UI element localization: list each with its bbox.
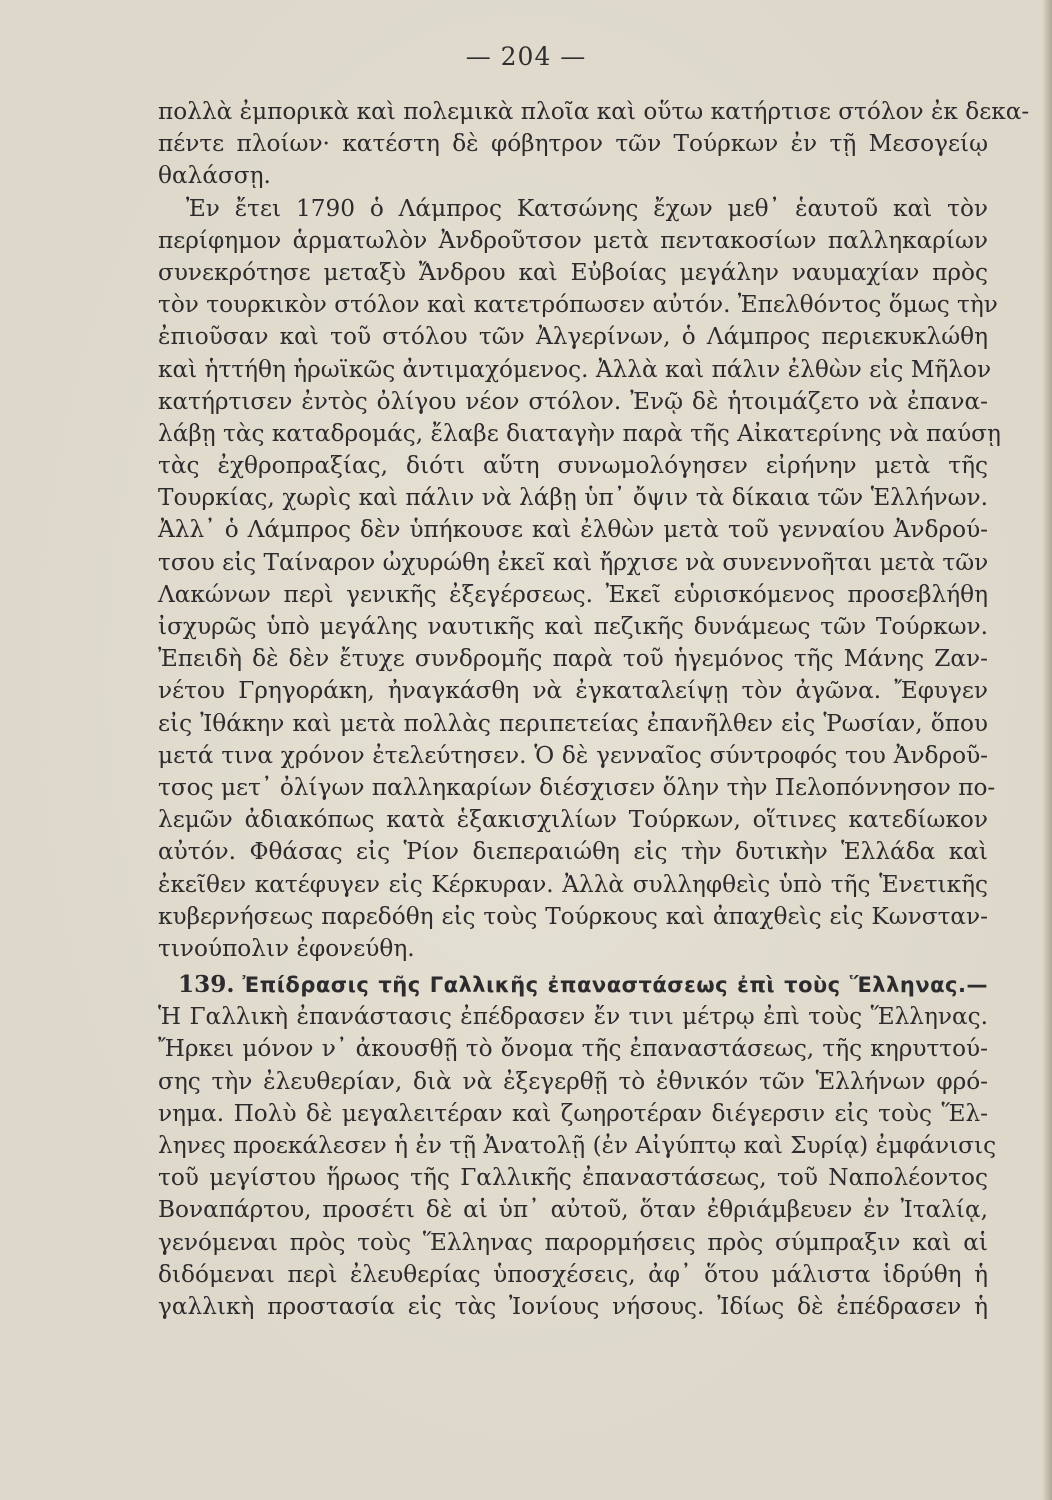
text-line: λάβῃ τὰς καταδρομάς, ἔλαβε διαταγὴν παρὰ τῆς Αἰκατερίνης νὰ παύσῃ bbox=[158, 419, 1001, 447]
text-line: ἐκεῖθεν κατέφυγεν εἰς Κέρκυραν. Ἀλλὰ συλληφθεὶς ὑπὸ τῆς Ἑνετικῆς bbox=[158, 870, 988, 898]
text-line: τὸν τουρκικὸν στόλον καὶ κατετρόπωσεν αὐτόν. Ἐπελθόντος ὅμως τὴν bbox=[158, 291, 998, 319]
page-edge-shadow bbox=[1042, 0, 1052, 1500]
text-line: κυβερνήσεως παρεδόθη εἰς τοὺς Τούρκους καὶ ἀπαχθεὶς εἰς Κωνσταν- bbox=[158, 902, 988, 930]
section-title: Ἐπίδρασις τῆς Γαλλικῆς ἐπαναστάσεως ἐπὶ τοὺς Ἕλληνας.— bbox=[242, 973, 988, 998]
text-line: νέτου Γρηγοράκη, ἠναγκάσθη νὰ ἐγκαταλείψῃ τὸν ἀγῶνα. Ἔφυγεν bbox=[158, 677, 988, 705]
text-line: περίφημον ἁρματωλὸν Ἀνδροῦτσον μετὰ πεντακοσίων παλληκαρίων bbox=[158, 226, 988, 254]
paragraph-continuation bbox=[158, 96, 1030, 193]
text-line: τσου εἰς Ταίναρον ὠχυρώθη ἐκεῖ καὶ ἤρχισε νὰ συνεννοῆται μετὰ τῶν bbox=[158, 548, 989, 576]
text-line: τσος μετ᾿ ὀλίγων παλληκαρίων διέσχισεν ὅλην τὴν Πελοπόννησον πο- bbox=[158, 773, 996, 801]
text-line: Ἤρκει μόνον ν᾿ ἀκουσθῇ τὸ ὄνομα τῆς ἐπαναστάσεως, τῆς κηρυττού- bbox=[158, 1035, 988, 1063]
text-line: γαλλικὴ προστασία εἰς τὰς Ἰονίους νήσους. Ἰδίως δὲ ἐπέδρασεν ἡ bbox=[158, 1292, 988, 1320]
text-line: μετά τινα χρόνον ἐτελεύτησεν. Ὁ δὲ γενναῖος σύντροφός του Ἀνδροῦ- bbox=[158, 741, 988, 769]
section-number: 139. bbox=[178, 971, 235, 999]
text-line: Βοναπάρτου, προσέτι δὲ αἱ ὑπ᾿ αὐτοῦ, ὅταν ἐθριάμβευεν ἐν Ἰταλίᾳ, bbox=[158, 1196, 988, 1224]
text-line: Λακώνων περὶ γενικῆς ἐξεγέρσεως. Ἐκεῖ εὑρισκόμενος προσεβλήθη bbox=[158, 580, 988, 608]
section-heading bbox=[158, 969, 988, 1001]
text-line: κατήρτισεν ἐντὸς ὀλίγου νέον στόλον. Ἐνῷ δὲ ἡτοιμάζετο νὰ ἐπανα- bbox=[158, 387, 988, 415]
text-line: τινούπολιν ἐφονεύθη. bbox=[158, 934, 415, 962]
text-line: εἰς Ἰθάκην καὶ μετὰ πολλὰς περιπετείας ἐπανῆλθεν εἰς Ῥωσίαν, ὅπου bbox=[158, 709, 988, 737]
text-line: λεμῶν ἀδιακόπως κατὰ ἑξακισχιλίων Τούρκων, οἵτινες κατεδίωκον bbox=[158, 806, 988, 834]
text-line: Ἡ Γαλλικὴ ἐπανάστασις ἐπέδρασεν ἔν τινι μέτρῳ ἐπὶ τοὺς Ἕλληνας. bbox=[158, 1003, 988, 1031]
text-line: πέντε πλοίων· κατέστη δὲ φόβητρον τῶν Τούρκων ἐν τῇ Μεσογείῳ bbox=[158, 130, 988, 158]
text-line: τὰς ἐχθροπραξίας, διότι αὕτη συνωμολόγησεν εἰρήνην μετὰ τῆς bbox=[158, 452, 988, 480]
text-line: ἰσχυρῶς ὑπὸ μεγάλης ναυτικῆς καὶ πεζικῆς δυνάμεως τῶν Τούρκων. bbox=[158, 613, 988, 640]
text-line: γενόμεναι πρὸς τοὺς Ἕλληνας παρορμήσεις πρὸς σύμπραξιν καὶ αἱ bbox=[158, 1228, 988, 1256]
paragraph-katsonis bbox=[158, 193, 1001, 966]
text-line: αὐτόν. Φθάσας εἰς Ῥίον διεπεραιώθη εἰς τὴν δυτικὴν Ἑλλάδα καὶ bbox=[158, 838, 988, 866]
text-line: τοῦ μεγίστου ἥρωος τῆς Γαλλικῆς ἐπαναστάσεως, τοῦ Ναπολέοντος bbox=[158, 1164, 988, 1192]
text-line: καὶ ἡττήθη ἡρωϊκῶς ἀντιμαχόμενος. Ἀλλὰ καὶ πάλιν ἐλθὼν εἰς Μῆλον bbox=[158, 355, 992, 383]
text-line: Ἐπειδὴ δὲ δὲν ἔτυχε συνδρομῆς παρὰ τοῦ ἡγεμόνος τῆς Μάνης Ζαν- bbox=[158, 645, 988, 673]
page-number: — 204 — bbox=[465, 42, 587, 71]
text-line: σης τὴν ἐλευθερίαν, διὰ νὰ ἐξεγερθῇ τὸ ἐθνικόν τῶν Ἑλλήνων φρό- bbox=[158, 1067, 988, 1095]
text-line: θαλάσσῃ. bbox=[158, 162, 271, 190]
text-line: Ἀλλ᾿ ὁ Λάμπρος δὲν ὑπήκουσε καὶ ἐλθὼν μετὰ τοῦ γενναίου Ἀνδρού- bbox=[158, 516, 988, 544]
text-line: ἐπιοῦσαν καὶ τοῦ στόλου τῶν Ἀλγερίνων, ὁ Λάμπρος περιεκυκλώθη bbox=[158, 323, 988, 351]
text-line: ληνες προεκάλεσεν ἡ ἐν τῇ Ἀνατολῇ (ἐν Αἰγύπτῳ καὶ Συρίᾳ) ἐμφάνισις bbox=[158, 1132, 997, 1159]
text-line: Ἐν ἔτει 1790 ὁ Λάμπρος Κατσώνης ἔχων μεθ᾿ ἑαυτοῦ καὶ τὸν bbox=[186, 194, 988, 222]
text-line: συνεκρότησε μεταξὺ Ἄνδρου καὶ Εὐβοίας μεγάλην ναυμαχίαν πρὸς bbox=[158, 258, 988, 286]
text-body bbox=[158, 96, 1030, 1323]
text-line: διδόμεναι περὶ ἐλευθερίας ὑποσχέσεις, ἀφ᾿ ὅτου μάλιστα ἱδρύθη ἡ bbox=[158, 1260, 988, 1288]
text-line: Τουρκίας, χωρὶς καὶ πάλιν νὰ λάβῃ ὑπ᾿ ὄψιν τὰ δίκαια τῶν Ἑλλήνων. bbox=[158, 484, 988, 512]
text-line: πολλὰ ἐμπορικὰ καὶ πολεμικὰ πλοῖα καὶ οὕτω κατήρτισε στόλον ἐκ δεκα- bbox=[158, 98, 1030, 125]
text-line: νημα. Πολὺ δὲ μεγαλειτέραν καὶ ζωηροτέραν διέγερσιν εἰς τοὺς Ἕλ- bbox=[158, 1099, 988, 1127]
section-139 bbox=[158, 969, 997, 1323]
